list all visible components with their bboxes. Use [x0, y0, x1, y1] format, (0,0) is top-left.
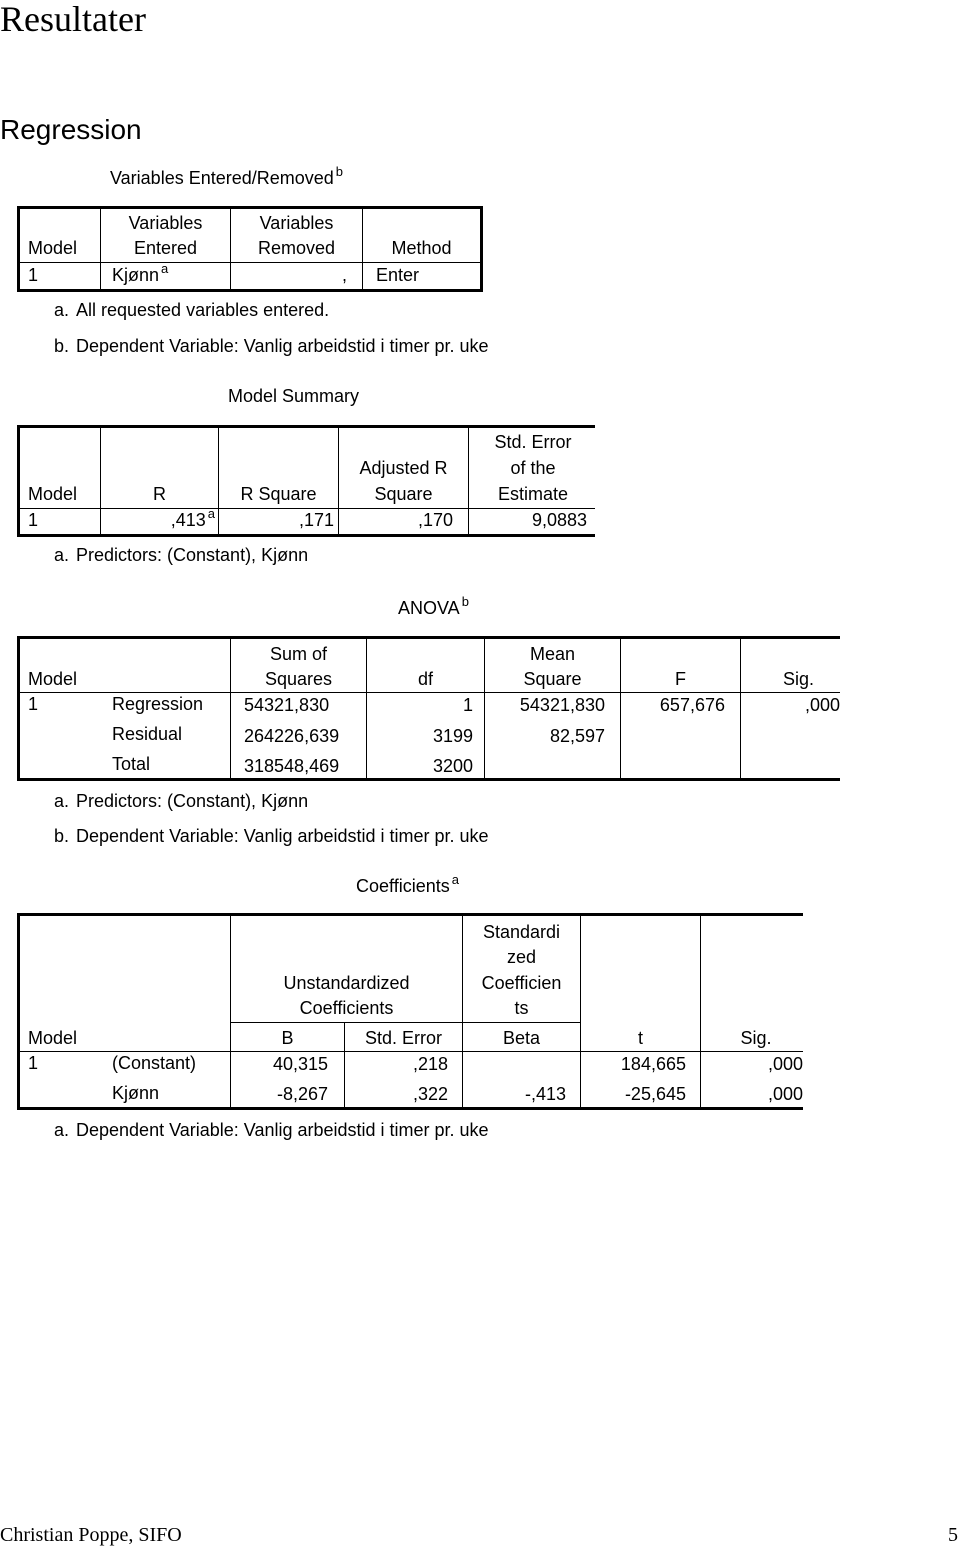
anova-header-ss-2: Squares	[264, 669, 333, 689]
coef-row-t: 184,665	[620, 1054, 686, 1074]
anova-header-sig: Sig.	[782, 669, 815, 689]
ms-row-r: ,413 $^a$	[170, 506, 215, 530]
coef-row-b: -8,267	[276, 1084, 328, 1104]
anova-row-ss: 54321,830	[244, 695, 330, 715]
coef-model-num: 1	[28, 1053, 39, 1073]
anova-row-df: 3199	[432, 726, 473, 746]
anova-row-ss: 264226,639	[244, 726, 340, 746]
coef-row-sig: ,000	[767, 1054, 803, 1074]
coef-header-std-4: ts	[514, 998, 529, 1018]
coef-row-t: -25,645	[624, 1084, 686, 1104]
ms-header-model: Model	[28, 484, 78, 504]
ms-header-r: R	[153, 484, 166, 504]
section-title: Regression	[0, 114, 142, 145]
vars-row-method: Enter	[376, 265, 420, 285]
page-number: 5	[948, 1524, 958, 1546]
ms-row-se: 9,0883	[531, 510, 587, 530]
model-summary-title: Model Summary	[228, 386, 360, 406]
coef-header-sig: Sig.	[740, 1028, 772, 1048]
vars-row-model: 1	[28, 265, 39, 285]
coef-row-beta: -,413	[524, 1084, 566, 1104]
ms-header-se-1: Std. Error	[494, 432, 572, 452]
anova-row-f: 657,676	[659, 695, 725, 715]
ms-header-adj-1: Adjusted R	[359, 458, 448, 478]
coef-row-sig: ,000	[767, 1084, 803, 1104]
vars-header-model: Model	[28, 238, 78, 258]
coef-header-std-2: zed	[506, 947, 537, 967]
anova-row-label: Regression	[112, 694, 204, 714]
vars-footnote-a: a. All requested variables entered.	[54, 300, 330, 320]
ms-row-adj: ,170	[417, 510, 453, 530]
coefficients-title: Coefficients $^a$	[356, 872, 459, 896]
coef-footnote-a: a. Dependent Variable: Vanlig arbeidstid i timer pr. uke	[54, 1120, 489, 1140]
coef-row-se: ,218	[412, 1054, 448, 1074]
vars-footnote-b: b. Dependent Variable: Vanlig arbeidstid i timer pr. uke	[54, 336, 489, 356]
anova-header-ss-1: Sum of	[269, 644, 328, 664]
coef-row-se: ,322	[412, 1084, 448, 1104]
anova-footnote-b: b. Dependent Variable: Vanlig arbeidstid i timer pr. uke	[54, 826, 489, 846]
vars-table-title: Variables Entered/Removed $^b$	[110, 164, 344, 188]
vars-header-removed-2: Removed	[257, 238, 336, 258]
anova-row-ms: 82,597	[549, 726, 605, 746]
ms-header-se-3: Estimate	[497, 484, 569, 504]
coef-header-unstd-2: Coefficients	[299, 998, 394, 1018]
anova-title: ANOVA $^b$	[398, 594, 469, 618]
coef-header-unstd-1: Unstandardized	[283, 973, 410, 993]
anova-row-df: 1	[462, 695, 473, 715]
anova-row-ms: 54321,830	[519, 695, 605, 715]
coef-header-std-1: Standardi	[482, 922, 561, 942]
coef-header-t: t	[637, 1028, 643, 1048]
footer-author: Christian Poppe, SIFO	[0, 1524, 182, 1546]
anova-model-num: 1	[28, 694, 39, 714]
ms-row-r-square: ,171	[298, 510, 334, 530]
anova-header-ms-1: Mean	[529, 644, 576, 664]
vars-row-removed: ,	[342, 265, 348, 285]
vars-row-entered: Kjønn $^a$	[112, 261, 169, 285]
ms-header-r-square: R Square	[240, 484, 317, 504]
coef-header-std-3: Coefficien	[481, 973, 562, 993]
vars-header-method: Method	[391, 238, 452, 258]
ms-header-adj-2: Square	[374, 484, 433, 504]
coef-header-b: B	[281, 1028, 294, 1048]
coef-header-se: Std. Error	[364, 1028, 443, 1048]
anova-row-label: Residual	[112, 724, 183, 744]
anova-row-sig: ,000	[804, 695, 840, 715]
ms-footnote-a: a. Predictors: (Constant), Kjønn	[54, 545, 309, 565]
anova-header-model: Model	[28, 669, 78, 689]
anova-header-f: F	[675, 669, 686, 689]
anova-footnote-a: a. Predictors: (Constant), Kjønn	[54, 791, 309, 811]
coef-row-label: Kjønn	[112, 1083, 160, 1103]
vars-header-entered-2: Entered	[133, 238, 198, 258]
anova-row-label: Total	[112, 754, 151, 774]
vars-header-entered-1: Variables	[128, 213, 203, 233]
anova-header-ms-2: Square	[523, 669, 582, 689]
coef-header-beta: Beta	[502, 1028, 541, 1048]
anova-header-df: df	[417, 669, 433, 689]
ms-row-model: 1	[28, 510, 39, 530]
coef-row-b: 40,315	[272, 1054, 328, 1074]
vars-header-removed-1: Variables	[259, 213, 334, 233]
coef-header-model: Model	[28, 1028, 78, 1048]
anova-row-df: 3200	[432, 756, 473, 776]
page-title: Resultater	[0, 0, 146, 39]
coef-row-label: (Constant)	[112, 1053, 197, 1073]
anova-row-ss: 318548,469	[244, 756, 340, 776]
ms-header-se-2: of the	[510, 458, 556, 478]
